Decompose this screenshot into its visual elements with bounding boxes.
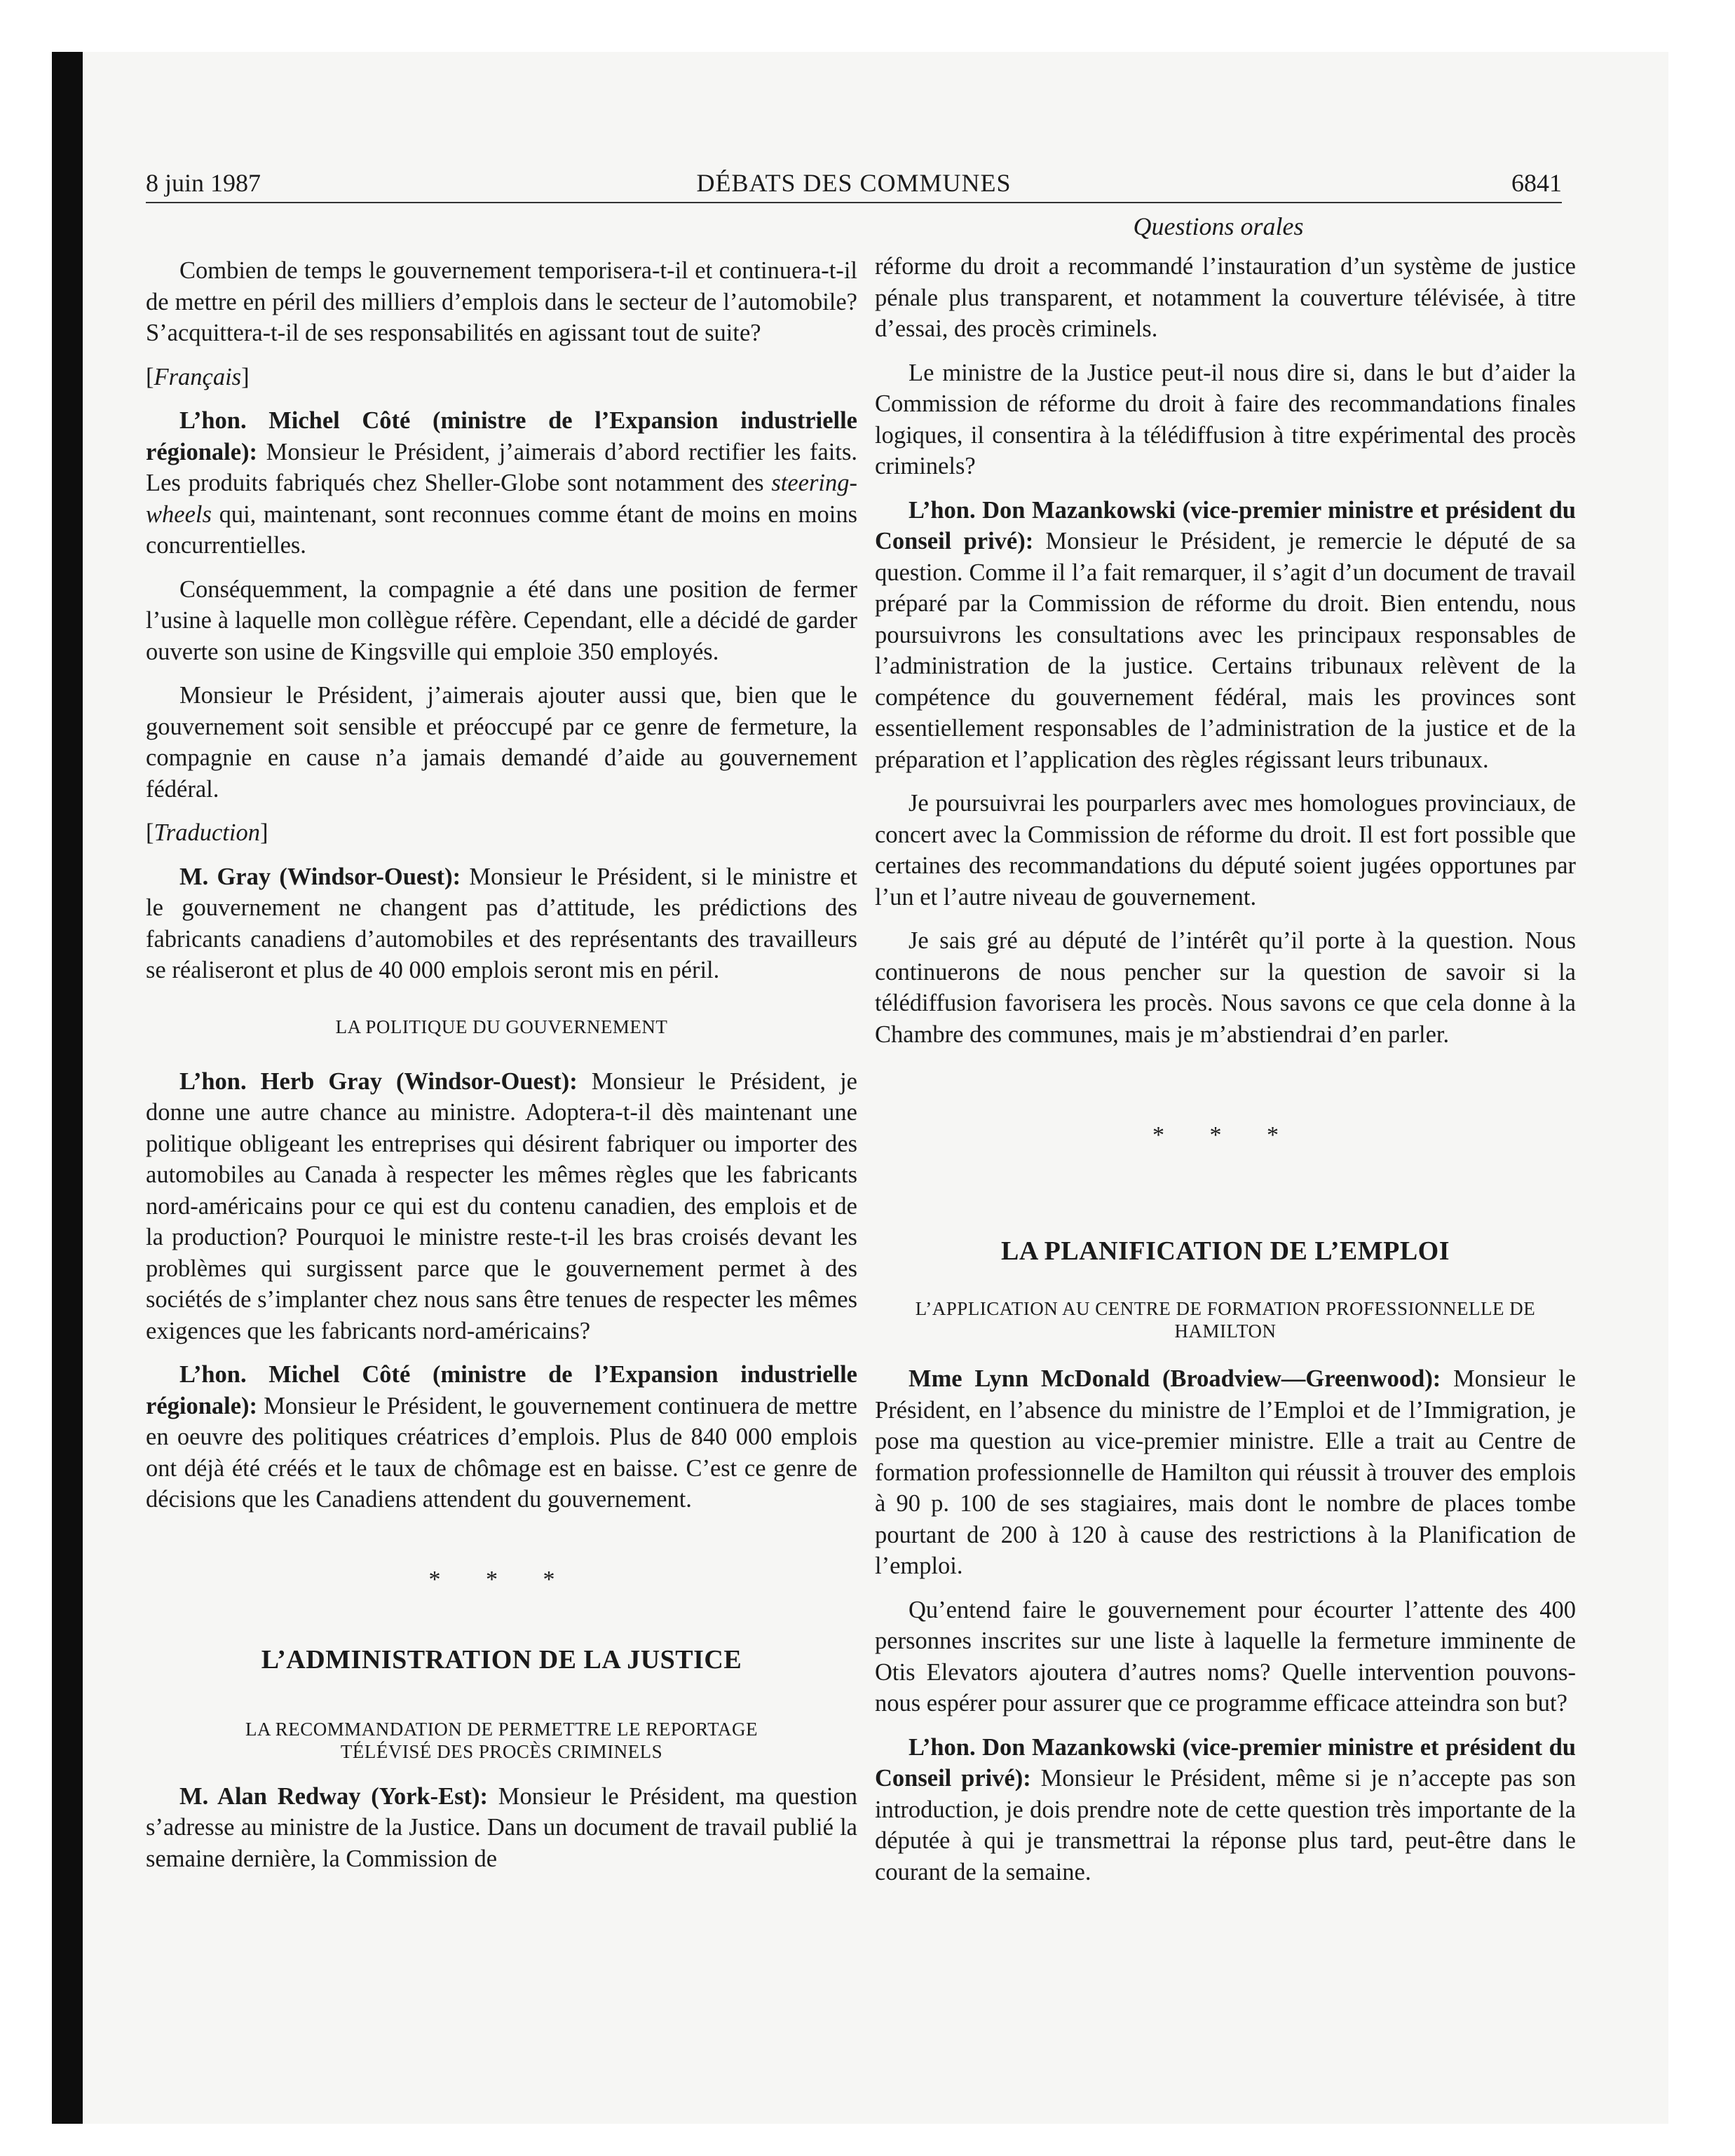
speaker: Mme Lynn McDonald (Broadview—Greenwood):: [909, 1365, 1441, 1392]
left-column: [146, 255, 857, 1887]
section-separator: * * *: [1152, 1122, 1298, 1148]
right-column: [875, 251, 1576, 1900]
header-title: DÉBATS DES COMMUNES: [696, 169, 1012, 197]
section-separator: * * *: [428, 1566, 575, 1592]
section-label: Questions orales: [1133, 212, 1304, 240]
paragraph: Le ministre de la Justice peut-il nous dire si, dans le but d’aider la Commission de réforme du droit à faire des recommandations finales logiques, il consentira à la télédiffusion à titre expérimental des procès criminels?: [875, 359, 1576, 479]
language-marker: [Traduction]: [146, 819, 268, 846]
paragraph: Conséquemment, la compagnie a été dans une position de fermer l’usine à laquelle mon collègue réfère. Cependant, elle a décidé de garder ouverte son usine de Kingsville qui emploie 350 employés.: [146, 575, 857, 665]
speaker: M. Alan Redway (York-Est):: [179, 1782, 489, 1810]
paragraph: L’hon. Herb Gray (Windsor-Ouest): Monsieur le Président, je donne une autre chance au ministre. Adoptera-t-il dès maintenant une politique obligeant les entreprises qui désirent fabriquer ou importer des automobiles au Canada à respecter les mêmes règles que les fabricants nord-américains pour ce qui est du contenu canadien, des emplois et de la production? Pourquoi le ministre reste-t-il les bras croisés devant les problèmes qui surgissent parce que le gouvernement permet à des sociétés de s’implanter chez nous sans être tenues de respecter les mêmes exigences que les fabricants nord-américains?: [146, 1067, 857, 1344]
scan-border: [52, 52, 83, 2124]
paragraph: L’hon. Don Mazankowski (vice-premier ministre et président du Conseil privé): Monsieur le Président, je remercie le député de sa question. Comme il l’a fait remarquer, il s’agit d’un document de travail préparé par la Commission de réforme du droit. Bien entendu, nous poursuivrons les consultations avec les principaux responsables de l’administration de la justice. Certains tribunaux relèvent de la compétence du gouvernement fédéral, mais les provinces sont essentiellement responsables de l’administration de la justice et de la préparation et l’application des règles régissant leurs tribunaux.: [875, 496, 1576, 773]
page-header: [146, 160, 1562, 203]
language-marker: [Français]: [146, 363, 250, 390]
subheading: L’APPLICATION AU CENTRE DE FORMATION PROFESSIONNELLE DE HAMILTON: [915, 1298, 1536, 1342]
speaker: L’hon. Michel Côté (ministre de l’Expansion industrielle régionale):: [146, 407, 857, 465]
paragraph: Je poursuivrai les pourparlers avec mes homologues provinciaux, de concert avec la Commission de réforme du droit. Il est fort possible que certaines des recommandations du député soient jugées opportunes par l’un et l’autre niveau de gouvernement.: [875, 790, 1576, 910]
section-heading: LA PLANIFICATION DE L’EMPLOI: [1000, 1236, 1450, 1266]
subheading: LA POLITIQUE DU GOUVERNEMENT: [335, 1016, 668, 1037]
page-number: 6841: [1511, 169, 1562, 197]
speaker: L’hon. Michel Côté (ministre de l’Expansion industrielle régionale):: [146, 1361, 857, 1419]
paragraph: réforme du droit a recommandé l’instauration d’un système de justice pénale plus transparent, et notamment la couverture télévisée, à titre d’essai, des procès criminels.: [875, 253, 1576, 342]
paragraph: Mme Lynn McDonald (Broadview—Greenwood): Monsieur le Président, en l’absence du ministre de l’Emploi et de l’Immigration, je pose ma question au vice-premier ministre. Elle a trait au Centre de formation professionnelle de Hamilton qui réussit à trouver des emplois à 90 p. 100 de ses stagiaires, mais dont le nombre de places tombe pourtant de 200 à 120 à cause des restrictions à la Planification de l’emploi.: [875, 1365, 1576, 1579]
speaker: L’hon. Don Mazankowski (vice-premier ministre et président du Conseil privé):: [875, 1733, 1576, 1792]
document-page: [83, 52, 1668, 2124]
paragraph: L’hon. Michel Côté (ministre de l’Expansion industrielle régionale): Monsieur le Président, j’aimerais d’abord rectifier les faits. Les produits fabriqués chez Sheller-Globe sont notamment des steering-wheels qui, maintenant, sont reconnues comme étant de moins en moins concurrentielles.: [146, 407, 857, 559]
header-date: 8 juin 1987: [146, 169, 261, 197]
paragraph: Qu’entend faire le gouvernement pour écourter l’attente des 400 personnes inscrites sur une liste à laquelle la fermeture imminente de Otis Elevators ajoutera d’autres noms? Quelle intervention pouvons-nous espérer pour assurer que ce programme efficace atteindra son but?: [875, 1596, 1576, 1717]
paragraph: Je sais gré au député de l’intérêt qu’il porte à la question. Nous continuerons de nous pencher sur la question de savoir si la télédiffusion favorisera les procès. Nous savons ce que cela donne à la Chambre des communes, mais je m’abstiendrai d’en parler.: [875, 927, 1576, 1048]
paragraph: M. Alan Redway (York-Est): Monsieur le Président, ma question s’adresse au ministre de la Justice. Dans un document de travail publié la semaine dernière, la Commission de: [146, 1782, 857, 1872]
speaker: L’hon. Don Mazankowski (vice-premier ministre et président du Conseil privé):: [875, 496, 1576, 554]
paragraph: Combien de temps le gouvernement temporisera-t-il et continuera-t-il de mettre en péril des milliers d’emplois dans le secteur de l’automobile? S’acquittera-t-il de ses responsabilités en agissant tout de suite?: [146, 257, 857, 346]
paragraph: M. Gray (Windsor-Ouest): Monsieur le Président, si le ministre et le gouvernement ne changent pas d’attitude, les prédictions des fabricants canadiens d’automobiles et des représentants des travailleurs se réaliseront et plus de 40 000 emplois seront mis en péril.: [146, 863, 857, 983]
speaker: L’hon. Herb Gray (Windsor-Ouest):: [179, 1067, 578, 1095]
speaker: M. Gray (Windsor-Ouest):: [179, 863, 461, 890]
paragraph: L’hon. Don Mazankowski (vice-premier ministre et président du Conseil privé): Monsieur le Président, même si je n’accepte pas son introduction, je dois prendre note de cette question très importante de la députée à qui je transmettrai la réponse plus tard, peut-être dans le courant de la semaine.: [875, 1733, 1577, 1885]
paragraph: Monsieur le Président, j’aimerais ajouter aussi que, bien que le gouvernement soit sensible et préoccupé par ce genre de fermeture, la compagnie en cause n’a jamais demandé d’aide au gouvernement fédéral.: [146, 682, 857, 803]
section-heading: L’ADMINISTRATION DE LA JUSTICE: [261, 1645, 742, 1674]
subheading: LA RECOMMANDATION DE PERMETTRE LE REPORTAGE TÉLÉVISÉ DES PROCÈS CRIMINELS: [245, 1718, 758, 1762]
paragraph: L’hon. Michel Côté (ministre de l’Expansion industrielle régionale): Monsieur le Président, le gouvernement continuera de mettre en oeuvre des politiques créatrices d’emplois. Plus de 840 000 emplois ont déjà été créés et le taux de chômage est en baisse. C’est ce genre de décisions que les Canadiens attendent du gouvernement.: [146, 1361, 857, 1513]
